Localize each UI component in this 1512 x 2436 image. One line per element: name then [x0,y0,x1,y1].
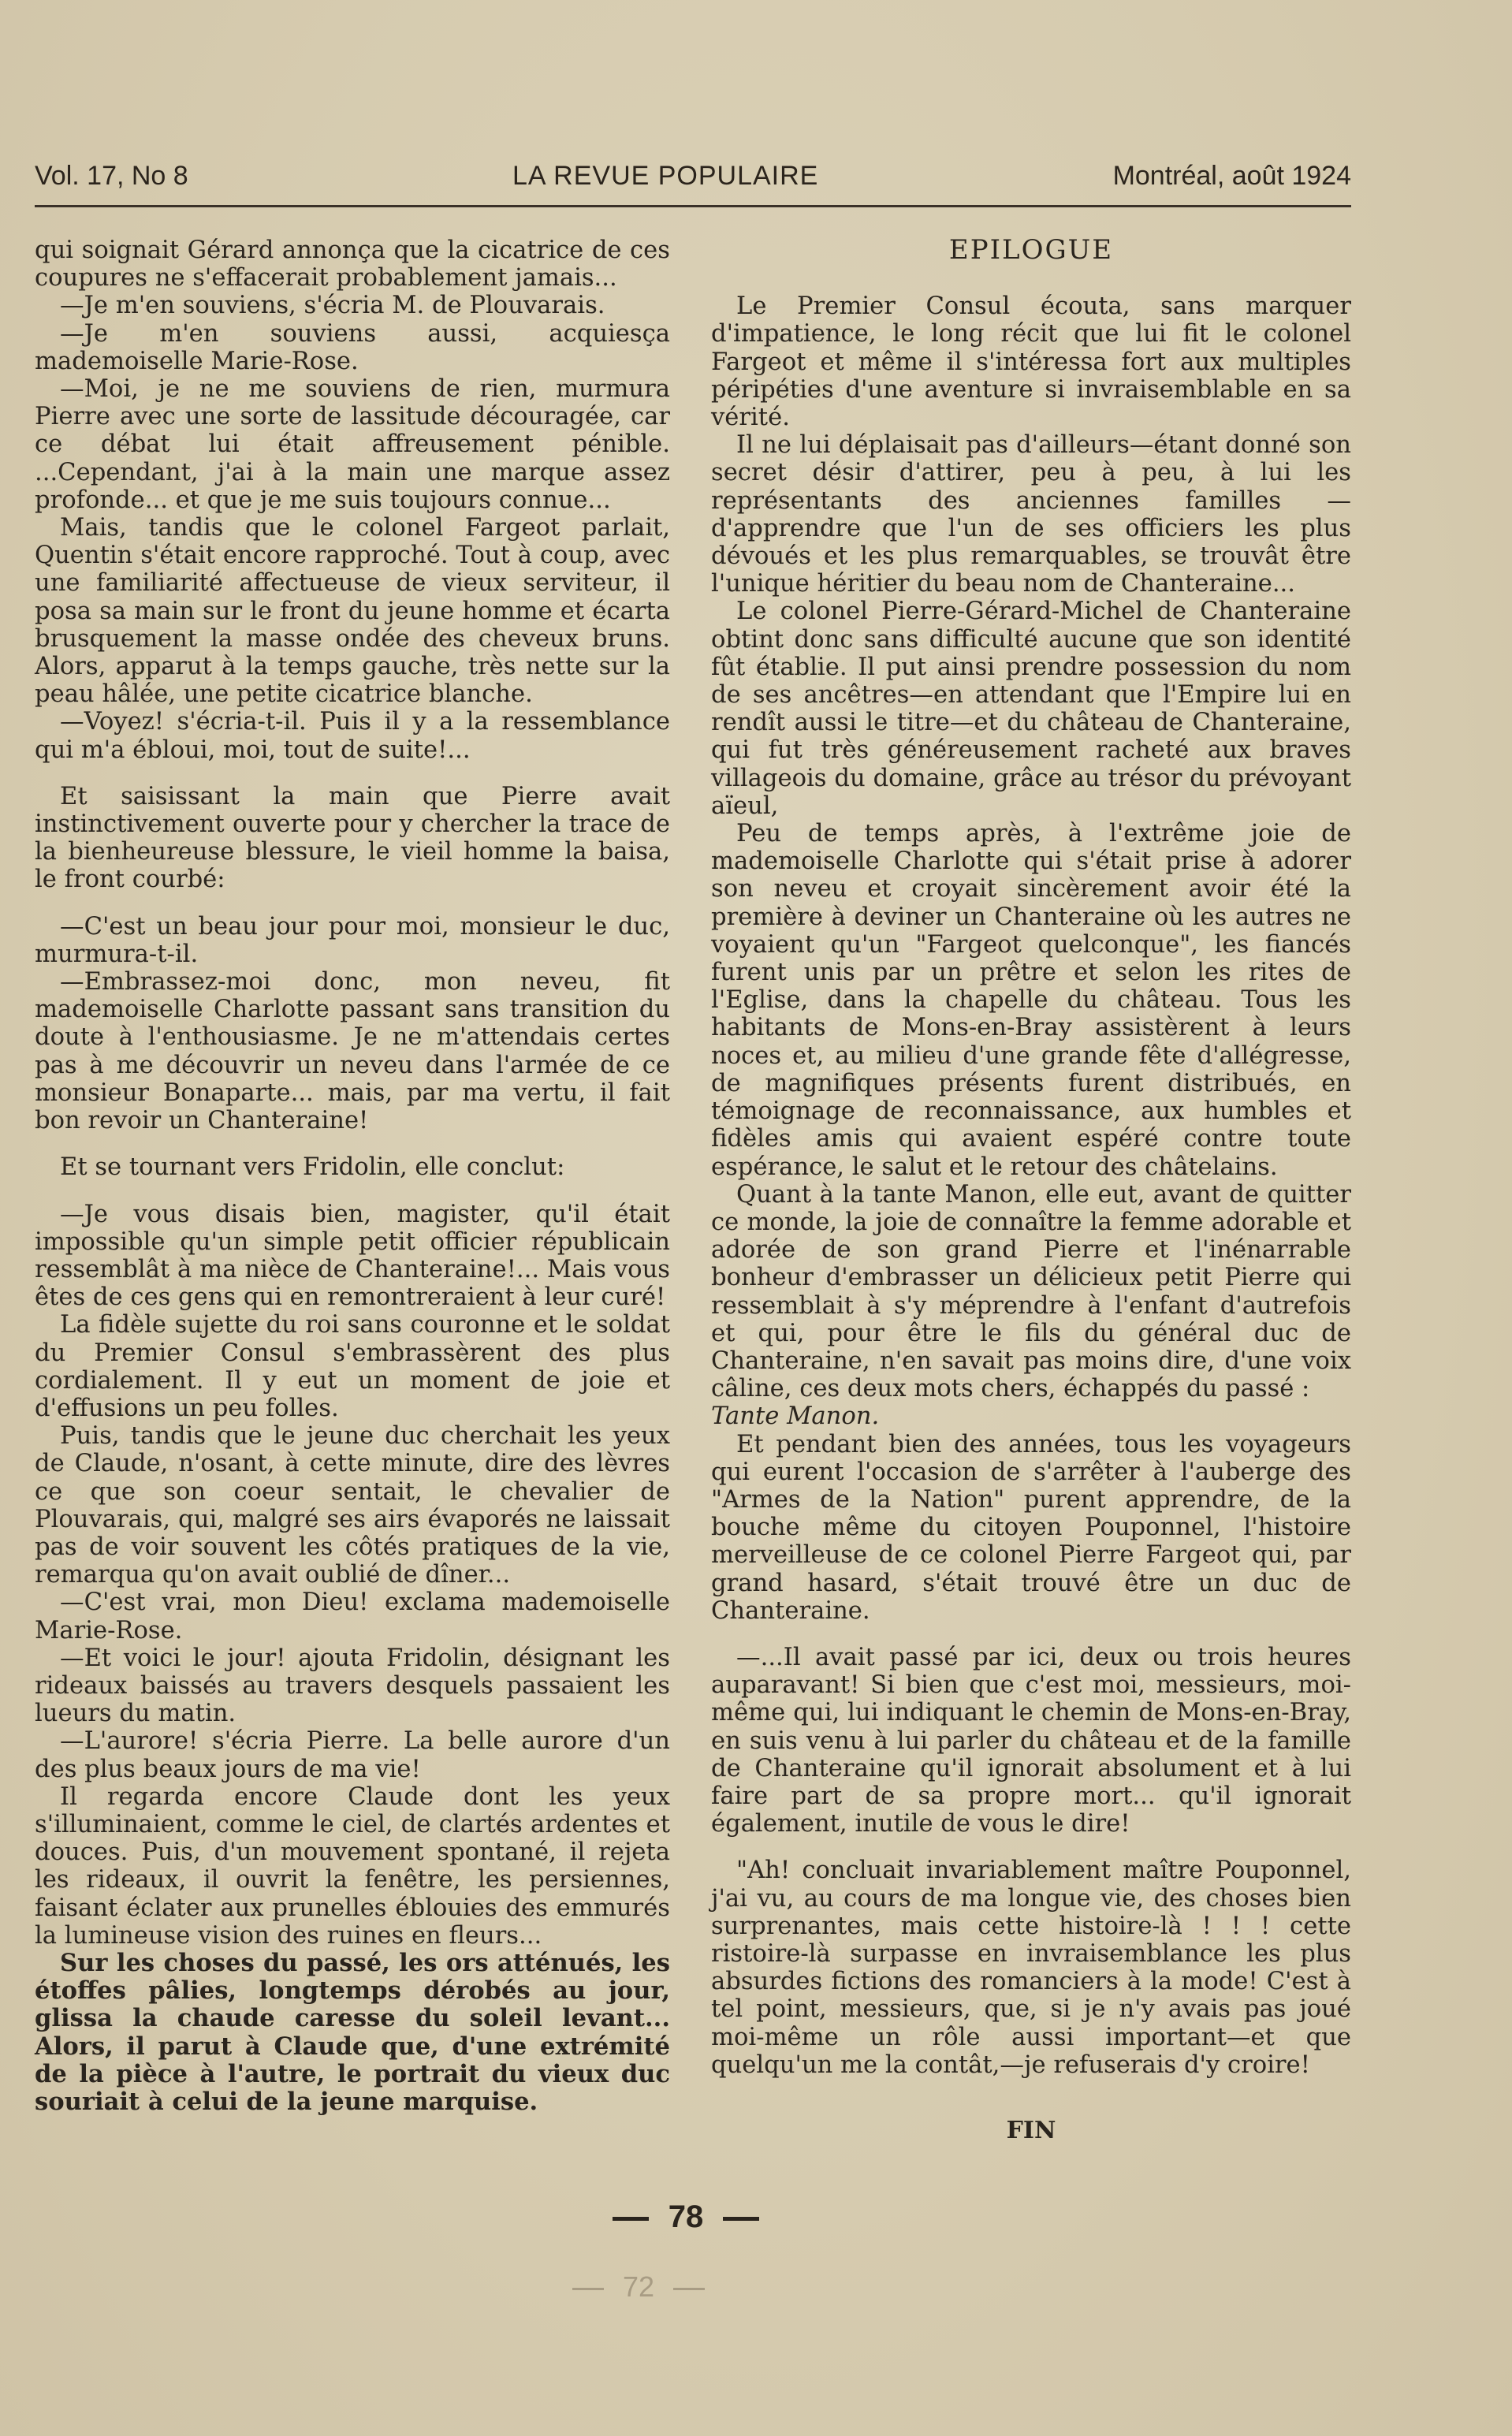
paragraph: Puis, tandis que le jeune duc cherchait les yeux de Claude, n'osant, à cette minute, dire des lèvres ce que son coeur sentait, le chevalier de Plouvarais, qui, malgré ses airs évaporés ne laissait pas de voir souvent les côtés pratiques de la vie, remarqua qu'on avait oublié de dîner... [35,1422,670,1589]
paragraph: —...Il avait passé par ici, deux ou trois heures auparavant! Si bien que c'est moi, messieurs, moi-même qui, lui indiquant le chemin de Mons-en-Bray, en suis venu à lui parler du château et de la famille de Chanteraine qu'il ignorait absolument et à lui faire part de sa propre mort... qu'il ignorait également, inutile de vous le dire! [711,1643,1351,1838]
paragraph: Et pendant bien des années, tous les voyageurs qui eurent l'occasion de s'arrêter à l'auberge des "Armes de la Nation" purent apprendre, de la bouche même du citoyen Pouponnel, l'histoire merveilleuse de ce colonel Pierre Fargeot qui, par grand hasard, s'était trouvé être un duc de Chanteraine. [711,1430,1351,1625]
paragraph: Mais, tandis que le colonel Fargeot parlait, Quentin s'était encore rapproché. Tout à coup, avec une familiarité affectueuse de vieux serviteur, il posa sa main sur le front du jeune homme et écarta brusquement la masse ondée des cheveux bruns. Alors, apparut à la temps gauche, très nette sur la peau hâlée, une petite cicatrice blanche. [35,514,670,709]
paragraph: "Ah! concluait invariablement maître Pouponnel, j'ai vu, au cours de ma longue vie, des choses bien surprenantes, mais cette histoire-là ! ! ! cette ristoire-là surpasse en invraisemblance les plus absurdes fictions des romanciers à la mode! C'est à tel point, messieurs, que, si je n'y avais pas joué moi-même un rôle aussi important—et que quelqu'un me la contât,—je refuserais d'y croire! [711,1857,1351,2079]
page-number-value: 78 [668,2199,704,2234]
paragraph: —Voyez! s'écria-t-il. Puis il y a la ressemblance qui m'a ébloui, moi, tout de suite!... [35,708,670,764]
paragraph: —Je m'en souviens aussi, acquiesça mademoiselle Marie-Rose. [35,319,670,375]
section-title: EPILOGUE [948,234,1114,266]
paragraph: Il regarda encore Claude dont les yeux s'illuminaient, comme le ciel, de clartés ardentes et douces. Puis, d'un mouvement spontané, il rejeta les rideaux, il ouvrit la fenêtre, les persiennes, faisant éclater aux prunelles éblouies des emmurés la lumineuse vision des ruines en fleurs... [35,1782,670,1950]
issue-date: Montréal, août 1924 [1112,161,1351,191]
paragraph: —C'est vrai, mon Dieu! exclama mademoiselle Marie-Rose. [35,1589,670,1644]
paragraph: Tante Manon. [711,1402,880,1431]
paragraph: Le colonel Pierre-Gérard-Michel de Chanteraine obtint donc sans difficulté aucune que son identité fût établie. Il put ainsi prendre possession du nom de ses ancêtres—en attendant que l'Empire lui en rendît aussi le titre—et du château de Chanteraine, qui fut très généreusement racheté aux braves villageois du domaine, grâce au trésor du prévoyant aïeul, [711,598,1351,820]
header-rule [35,205,1351,207]
paragraph: La fidèle sujette du roi sans couronne et le soldat du Premier Consul s'embrassèrent des plus cordialement. Il y eut un moment de joie et d'effusions un peu folles. [35,1311,670,1422]
left-column [35,237,670,2116]
paragraph: Sur les choses du passé, les ors atténués, les étoffes pâlies, longtemps dérobés au jour, glissa la chaude caresse du soleil levant... Alors, il parut à Claude que, d'une extrémité de la pièce à l'autre, le portrait du vieux duc souriait à celui de la jeune marquise. [35,1948,670,2116]
paragraph: Quant à la tante Manon, elle eut, avant de quitter ce monde, la joie de connaître la femme adorable et adorée de son grand Pierre et l'inénarrable bonheur d'embrasser un délicieux petit Pierre qui ressemblait à s'y méprendre à l'enfant d'autrefois et qui, pour être le fils du général duc de Chanteraine, n'en savait pas moins dire, d'une voix câline, ces deux mots chers, échappés du passé : [711,1180,1351,1403]
issue-volume: Vol. 17, No 8 [35,161,188,191]
paragraph: —Je m'en souviens, s'écria M. de Plouvarais. [60,292,605,320]
paragraph: —C'est un beau jour pour moi, monsieur le duc, murmura-t-il. [35,912,670,968]
paragraph: qui soignait Gérard annonça que la cicatrice de ces coupures ne s'effacerait probablement jamais... [35,237,670,292]
paragraph: —Moi, je ne me souviens de rien, murmura Pierre avec une sorte de lassitude découragée, car ce débat lui était affreusement pénible. ...Cependant, j'ai à la main une marque assez profonde... et que je me suis toujours connue... [35,375,670,514]
end-marker: FIN [1006,2117,1056,2144]
paragraph: Le Premier Consul écouta, sans marquer d'impatience, le long récit que lui fit le colonel Fargeot et même il s'intéressa fort aux multiples péripéties d'une aventure si invraisemblable en sa vérité. [711,292,1351,432]
right-column [711,234,1351,2144]
bleed-through-page-number [544,2270,733,2304]
page-number [599,2199,773,2235]
paragraph: —Je vous disais bien, magister, qu'il était impossible qu'un simple petit officier républicain ressemblât à ma nièce de Chanteraine!... Mais vous êtes de ces gens qui en remontreraient à leur curé! [35,1200,670,1312]
paragraph: Il ne lui déplaisait pas d'ailleurs—étant donné son secret désir d'attirer, peu à peu, à lui les représentants des anciennes familles — d'apprendre que l'un de ses officiers les plus dévoués et les plus remarquables, se trouvât être l'unique héritier du beau nom de Chanteraine... [711,431,1351,598]
paragraph: —Embrassez-moi donc, mon neveu, fit mademoiselle Charlotte passant sans transition du doute à l'enthousiasme. Je ne m'attendais certes pas à me découvrir un neveu dans l'armée de ce monsieur Bonaparte... mais, par ma vertu, il fait bon revoir un Chanteraine! [35,968,670,1135]
paragraph: —L'aurore! s'écria Pierre. La belle aurore d'un des plus beaux jours de ma vie! [35,1727,670,1783]
paragraph: Peu de temps après, à l'extrême joie de mademoiselle Charlotte qui s'était prise à adorer son neveu et croyait sincèrement avoir été la première à deviner un Chanteraine où les autres ne voyaient qu'un "Fargeot quelconque", les fiancés furent unis par un prêtre et selon les rites de l'Eglise, dans la chapelle du château. Tous les habitants de Mons-en-Bray assistèrent à leurs noces et, au milieu d'une grande fête d'allégresse, de magnifiques présents furent distribués, en témoignage de reconnaissance, aux humbles et fidèles amis qui avaient espéré contre toute espérance, le salut et le retour des châtelains. [711,820,1351,1181]
paragraph: Et saisissant la main que Pierre avait instinctivement ouverte pour y chercher la trace de la bienheureuse blessure, le vieil homme la baisa, le front courbé: [35,782,670,894]
ghost-number-value: 72 [622,2270,655,2303]
paragraph: —Et voici le jour! ajouta Fridolin, désignant les rideaux baissés au travers desquels passaient les lueurs du matin. [35,1644,670,1728]
page-header [35,155,1351,202]
paragraph: Et se tournant vers Fridolin, elle conclut: [60,1153,565,1182]
publication-title: LA REVUE POPULAIRE [512,161,819,191]
